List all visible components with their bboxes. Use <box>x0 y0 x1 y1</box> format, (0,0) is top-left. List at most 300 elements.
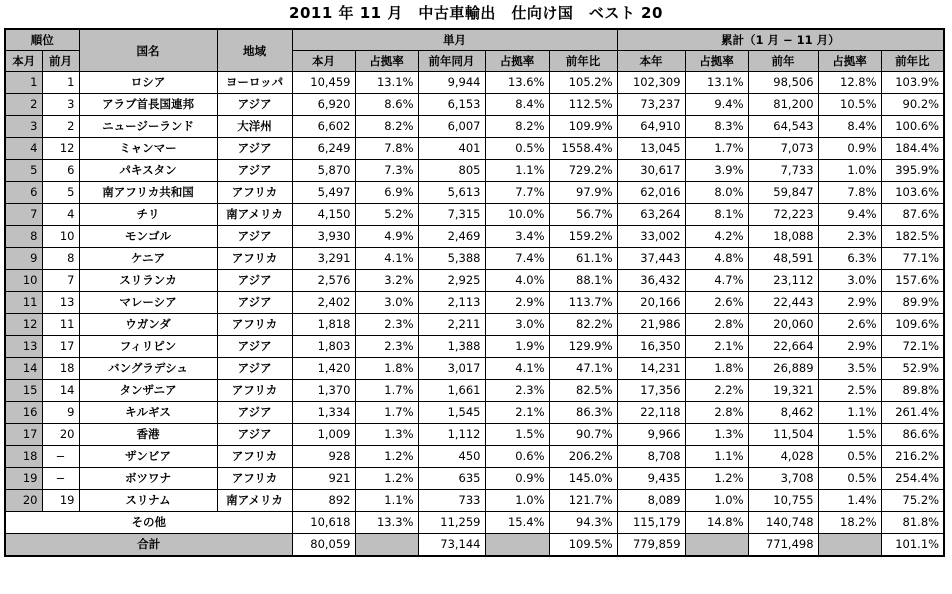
cell-month-share: 7.3% <box>355 160 418 182</box>
table-row <box>5 490 944 512</box>
cell-prev-year-share: 13.6% <box>485 72 549 94</box>
cell-prev-year-share: 7.7% <box>485 182 549 204</box>
total-label: 合計 <box>5 534 292 557</box>
cell-empty <box>485 534 549 557</box>
cell-rank: 10 <box>5 270 42 292</box>
cell-cum-prev-share: 0.5% <box>818 468 881 490</box>
cell-month: 1,803 <box>292 336 355 358</box>
cell-month-share: 7.8% <box>355 138 418 160</box>
cell-month: 2,576 <box>292 270 355 292</box>
cell-region: アジア <box>217 160 292 182</box>
cell-cum-yoy: 81.8% <box>881 512 944 534</box>
cell-month-share: 13.1% <box>355 72 418 94</box>
cell-prev-year-month: 2,113 <box>418 292 485 314</box>
cell-country: キルギス <box>79 402 217 424</box>
cell-cum-yoy: 261.4% <box>881 402 944 424</box>
cell-cum-yoy: 87.6% <box>881 204 944 226</box>
cell-cum-prev-year: 22,664 <box>748 336 818 358</box>
cell-yoy: 145.0% <box>549 468 617 490</box>
cell-prev-year-share: 0.5% <box>485 138 549 160</box>
cell-region: アジア <box>217 270 292 292</box>
cell-country: マレーシア <box>79 292 217 314</box>
cell-prev-year-share: 1.0% <box>485 490 549 512</box>
cell-month-share: 6.9% <box>355 182 418 204</box>
cell-month: 3,291 <box>292 248 355 270</box>
others-row <box>5 512 944 534</box>
cell-prev-year-share: 3.4% <box>485 226 549 248</box>
cell-prev-rank: 6 <box>42 160 79 182</box>
cell-region: アフリカ <box>217 446 292 468</box>
cell-cum-prev-share: 2.3% <box>818 226 881 248</box>
table-row <box>5 138 944 160</box>
cell-yoy: 82.2% <box>549 314 617 336</box>
cell-yoy: 729.2% <box>549 160 617 182</box>
cell-cum-yoy: 103.6% <box>881 182 944 204</box>
cell-cum-year: 63,264 <box>617 204 685 226</box>
cell-cum-prev-share: 3.0% <box>818 270 881 292</box>
cell-rank: 8 <box>5 226 42 248</box>
cell-month: 1,334 <box>292 402 355 424</box>
cell-cum-year: 115,179 <box>617 512 685 534</box>
cell-month: 2,402 <box>292 292 355 314</box>
cell-cum-share: 4.8% <box>685 248 748 270</box>
cell-country: ロシア <box>79 72 217 94</box>
cell-prev-year-month: 1,661 <box>418 380 485 402</box>
cell-cum-prev-year: 48,591 <box>748 248 818 270</box>
cell-region: 大洋州 <box>217 116 292 138</box>
cell-cum-prev-share: 18.2% <box>818 512 881 534</box>
cell-prev-year-month: 805 <box>418 160 485 182</box>
cell-cum-prev-year: 11,504 <box>748 424 818 446</box>
header-region: 地域 <box>217 29 292 72</box>
cell-yoy: 105.2% <box>549 72 617 94</box>
cell-prev-year-month: 2,469 <box>418 226 485 248</box>
cell-country: ニュージーランド <box>79 116 217 138</box>
header-cumulative: 累計（1 月 − 11 月） <box>617 29 944 51</box>
cell-yoy: 97.9% <box>549 182 617 204</box>
cell-month: 928 <box>292 446 355 468</box>
table-row <box>5 424 944 446</box>
cell-cum-year: 62,016 <box>617 182 685 204</box>
cell-cum-year: 22,118 <box>617 402 685 424</box>
cell-prev-rank: 19 <box>42 490 79 512</box>
cell-cum-share: 2.1% <box>685 336 748 358</box>
cell-prev-rank: − <box>42 446 79 468</box>
header-sub-col: 占拠率 <box>818 51 881 72</box>
cell-cum-yoy: 75.2% <box>881 490 944 512</box>
cell-country: ケニア <box>79 248 217 270</box>
cell-cum-yoy: 182.5% <box>881 226 944 248</box>
cell-cum-prev-share: 8.4% <box>818 116 881 138</box>
header-sub-col: 占拠率 <box>355 51 418 72</box>
header-sub-col: 前年 <box>748 51 818 72</box>
cell-rank: 9 <box>5 248 42 270</box>
cell-month-share: 4.9% <box>355 226 418 248</box>
cell-cum-year: 16,350 <box>617 336 685 358</box>
cell-rank: 17 <box>5 424 42 446</box>
cell-cum-yoy: 395.9% <box>881 160 944 182</box>
table-row <box>5 270 944 292</box>
cell-country: バングラデシュ <box>79 358 217 380</box>
cell-prev-rank: 4 <box>42 204 79 226</box>
cell-prev-year-share: 0.9% <box>485 468 549 490</box>
cell-cum-prev-share: 1.1% <box>818 402 881 424</box>
cell-cum-prev-year: 23,112 <box>748 270 818 292</box>
header-this-month-rank: 本月 <box>5 51 42 72</box>
cell-prev-year-share: 7.4% <box>485 248 549 270</box>
cell-prev-year-month: 2,211 <box>418 314 485 336</box>
table-row <box>5 380 944 402</box>
cell-month-share: 8.2% <box>355 116 418 138</box>
table-row <box>5 226 944 248</box>
cell-prev-year-share: 0.6% <box>485 446 549 468</box>
cell-cum-prev-share: 2.9% <box>818 292 881 314</box>
cell-cum-share: 1.0% <box>685 490 748 512</box>
header-sub-col: 本年 <box>617 51 685 72</box>
cell-cum-year: 30,617 <box>617 160 685 182</box>
cell-cum-year: 17,356 <box>617 380 685 402</box>
cell-prev-year-month: 635 <box>418 468 485 490</box>
header-sub-col: 前年同月 <box>418 51 485 72</box>
header-sub-col: 前年比 <box>549 51 617 72</box>
cell-cum-year: 9,966 <box>617 424 685 446</box>
cell-month: 892 <box>292 490 355 512</box>
cell-rank: 5 <box>5 160 42 182</box>
cell-month-share: 1.3% <box>355 424 418 446</box>
cell-month-share: 1.8% <box>355 358 418 380</box>
cell-cum-prev-share: 9.4% <box>818 204 881 226</box>
cell-cum-year: 20,166 <box>617 292 685 314</box>
cell-cum-yoy: 89.9% <box>881 292 944 314</box>
cell-prev-year-month: 450 <box>418 446 485 468</box>
cell-region: アジア <box>217 424 292 446</box>
cell-cum-year: 21,986 <box>617 314 685 336</box>
cell-rank: 3 <box>5 116 42 138</box>
cell-month-share: 5.2% <box>355 204 418 226</box>
cell-prev-year-month: 401 <box>418 138 485 160</box>
cell-prev-rank: 11 <box>42 314 79 336</box>
cell-cum-prev-year: 20,060 <box>748 314 818 336</box>
cell-month: 1,420 <box>292 358 355 380</box>
cell-prev-year-month: 5,388 <box>418 248 485 270</box>
cell-country: アラブ首長国連邦 <box>79 94 217 116</box>
cell-yoy: 56.7% <box>549 204 617 226</box>
cell-prev-year-share: 2.1% <box>485 402 549 424</box>
cell-month: 10,459 <box>292 72 355 94</box>
cell-prev-rank: 8 <box>42 248 79 270</box>
cell-rank: 7 <box>5 204 42 226</box>
cell-cum-year: 8,708 <box>617 446 685 468</box>
cell-cum-prev-share: 6.3% <box>818 248 881 270</box>
cell-cum-prev-year: 72,223 <box>748 204 818 226</box>
cell-cum-year: 36,432 <box>617 270 685 292</box>
cell-region: ヨーロッパ <box>217 72 292 94</box>
cell-yoy: 112.5% <box>549 94 617 116</box>
cell-prev-year-share: 1.9% <box>485 336 549 358</box>
cell-cum-year: 102,309 <box>617 72 685 94</box>
cell-rank: 2 <box>5 94 42 116</box>
cell-prev-year-share: 4.1% <box>485 358 549 380</box>
cell-cum-share: 1.1% <box>685 446 748 468</box>
table-row <box>5 182 944 204</box>
cell-cum-share: 1.3% <box>685 424 748 446</box>
page-title: 2011 年 11 月 中古車輸出 仕向け国 ベスト 20 <box>289 4 663 22</box>
table-row <box>5 248 944 270</box>
cell-yoy: 121.7% <box>549 490 617 512</box>
table-row <box>5 402 944 424</box>
cell-yoy: 61.1% <box>549 248 617 270</box>
cell-prev-year-month: 5,613 <box>418 182 485 204</box>
cell-cum-share: 9.4% <box>685 94 748 116</box>
cell-prev-rank: 5 <box>42 182 79 204</box>
cell-prev-rank: 9 <box>42 402 79 424</box>
cell-country: 香港 <box>79 424 217 446</box>
cell-rank: 20 <box>5 490 42 512</box>
table-row <box>5 446 944 468</box>
cell-prev-year-share: 2.3% <box>485 380 549 402</box>
cell-cum-share: 3.9% <box>685 160 748 182</box>
cell-prev-year-month: 11,259 <box>418 512 485 534</box>
cell-yoy: 88.1% <box>549 270 617 292</box>
cell-country: 南アフリカ共和国 <box>79 182 217 204</box>
cell-cum-yoy: 90.2% <box>881 94 944 116</box>
cell-region: アフリカ <box>217 380 292 402</box>
cell-cum-yoy: 86.6% <box>881 424 944 446</box>
cell-month-share: 2.3% <box>355 314 418 336</box>
cell-cum-yoy: 216.2% <box>881 446 944 468</box>
cell-month-share: 3.0% <box>355 292 418 314</box>
cell-month: 1,370 <box>292 380 355 402</box>
cell-month-share: 1.1% <box>355 490 418 512</box>
table-row <box>5 336 944 358</box>
cell-cum-share: 2.2% <box>685 380 748 402</box>
cell-prev-year-month: 3,017 <box>418 358 485 380</box>
cell-cum-share: 2.8% <box>685 402 748 424</box>
cell-rank: 12 <box>5 314 42 336</box>
cell-month-share: 2.3% <box>355 336 418 358</box>
export-ranking-table <box>4 28 945 557</box>
header-sub-col: 占拠率 <box>485 51 549 72</box>
cell-region: アジア <box>217 292 292 314</box>
cell-region: 南アメリカ <box>217 490 292 512</box>
cell-cum-year: 73,237 <box>617 94 685 116</box>
cell-cum-prev-year: 98,506 <box>748 72 818 94</box>
cell-region: アフリカ <box>217 248 292 270</box>
cell-region: アフリカ <box>217 182 292 204</box>
cell-rank: 6 <box>5 182 42 204</box>
table-row <box>5 468 944 490</box>
cell-cum-prev-share: 0.5% <box>818 446 881 468</box>
cell-region: アジア <box>217 94 292 116</box>
cell-cum-share: 2.8% <box>685 314 748 336</box>
cell-prev-year-share: 4.0% <box>485 270 549 292</box>
cell-cum-yoy: 109.6% <box>881 314 944 336</box>
cell-empty <box>685 534 748 557</box>
cell-month: 6,920 <box>292 94 355 116</box>
cell-month: 10,618 <box>292 512 355 534</box>
cell-cum-year: 779,859 <box>617 534 685 557</box>
cell-rank: 15 <box>5 380 42 402</box>
header-rank: 順位 <box>5 29 79 51</box>
cell-region: アジア <box>217 336 292 358</box>
cell-cum-prev-year: 3,708 <box>748 468 818 490</box>
cell-prev-year-month: 1,388 <box>418 336 485 358</box>
cell-cum-prev-share: 3.5% <box>818 358 881 380</box>
cell-cum-yoy: 77.1% <box>881 248 944 270</box>
cell-cum-share: 8.1% <box>685 204 748 226</box>
cell-country: フィリピン <box>79 336 217 358</box>
cell-month-share: 1.2% <box>355 468 418 490</box>
cell-rank: 13 <box>5 336 42 358</box>
header-sub-col: 前年比 <box>881 51 944 72</box>
cell-country: ザンビア <box>79 446 217 468</box>
others-label: その他 <box>5 512 292 534</box>
cell-prev-year-share: 2.9% <box>485 292 549 314</box>
cell-prev-year-month: 1,545 <box>418 402 485 424</box>
cell-cum-year: 37,443 <box>617 248 685 270</box>
table-row <box>5 160 944 182</box>
cell-rank: 4 <box>5 138 42 160</box>
cell-month: 3,930 <box>292 226 355 248</box>
cell-region: アジア <box>217 138 292 160</box>
cell-prev-year-month: 7,315 <box>418 204 485 226</box>
cell-prev-rank: 13 <box>42 292 79 314</box>
cell-cum-yoy: 101.1% <box>881 534 944 557</box>
cell-cum-yoy: 254.4% <box>881 468 944 490</box>
cell-month-share: 8.6% <box>355 94 418 116</box>
table-row <box>5 358 944 380</box>
cell-cum-prev-share: 2.5% <box>818 380 881 402</box>
cell-cum-year: 33,002 <box>617 226 685 248</box>
cell-month: 4,150 <box>292 204 355 226</box>
table-row <box>5 314 944 336</box>
cell-month-share: 1.7% <box>355 402 418 424</box>
cell-cum-prev-year: 7,733 <box>748 160 818 182</box>
cell-cum-prev-year: 771,498 <box>748 534 818 557</box>
cell-cum-prev-year: 26,889 <box>748 358 818 380</box>
cell-empty <box>818 534 881 557</box>
cell-month: 6,602 <box>292 116 355 138</box>
table-row <box>5 72 944 94</box>
cell-country: パキスタン <box>79 160 217 182</box>
cell-country: ウガンダ <box>79 314 217 336</box>
table-body <box>5 72 944 512</box>
cell-prev-year-month: 6,007 <box>418 116 485 138</box>
cell-yoy: 1558.4% <box>549 138 617 160</box>
cell-prev-rank: 12 <box>42 138 79 160</box>
table-row <box>5 94 944 116</box>
cell-prev-rank: 2 <box>42 116 79 138</box>
cell-cum-prev-share: 10.5% <box>818 94 881 116</box>
cell-cum-prev-year: 10,755 <box>748 490 818 512</box>
cell-prev-year-share: 15.4% <box>485 512 549 534</box>
cell-cum-share: 8.3% <box>685 116 748 138</box>
cell-cum-share: 1.8% <box>685 358 748 380</box>
cell-cum-prev-share: 0.9% <box>818 138 881 160</box>
cell-rank: 1 <box>5 72 42 94</box>
cell-prev-year-share: 8.2% <box>485 116 549 138</box>
cell-prev-year-share: 3.0% <box>485 314 549 336</box>
cell-cum-prev-share: 12.8% <box>818 72 881 94</box>
cell-yoy: 94.3% <box>549 512 617 534</box>
cell-cum-yoy: 184.4% <box>881 138 944 160</box>
cell-prev-rank: − <box>42 468 79 490</box>
cell-cum-prev-share: 7.8% <box>818 182 881 204</box>
cell-cum-share: 8.0% <box>685 182 748 204</box>
cell-country: ミャンマー <box>79 138 217 160</box>
cell-month: 6,249 <box>292 138 355 160</box>
table-row <box>5 116 944 138</box>
cell-prev-year-share: 1.1% <box>485 160 549 182</box>
cell-yoy: 159.2% <box>549 226 617 248</box>
cell-prev-rank: 10 <box>42 226 79 248</box>
cell-prev-rank: 18 <box>42 358 79 380</box>
cell-prev-rank: 1 <box>42 72 79 94</box>
header-country: 国名 <box>79 29 217 72</box>
cell-cum-prev-year: 7,073 <box>748 138 818 160</box>
cell-rank: 14 <box>5 358 42 380</box>
cell-region: アジア <box>217 402 292 424</box>
cell-country: モンゴル <box>79 226 217 248</box>
cell-cum-year: 14,231 <box>617 358 685 380</box>
cell-month-share: 13.3% <box>355 512 418 534</box>
cell-cum-prev-share: 1.0% <box>818 160 881 182</box>
cell-prev-rank: 3 <box>42 94 79 116</box>
cell-yoy: 109.5% <box>549 534 617 557</box>
cell-cum-yoy: 100.6% <box>881 116 944 138</box>
cell-cum-year: 8,089 <box>617 490 685 512</box>
cell-yoy: 82.5% <box>549 380 617 402</box>
cell-rank: 16 <box>5 402 42 424</box>
cell-cum-year: 13,045 <box>617 138 685 160</box>
cell-cum-yoy: 157.6% <box>881 270 944 292</box>
cell-prev-year-share: 10.0% <box>485 204 549 226</box>
cell-cum-prev-share: 2.9% <box>818 336 881 358</box>
header-last-month-rank: 前月 <box>42 51 79 72</box>
header-sub-col: 占拠率 <box>685 51 748 72</box>
cell-cum-prev-share: 1.4% <box>818 490 881 512</box>
cell-prev-rank: 7 <box>42 270 79 292</box>
cell-cum-year: 9,435 <box>617 468 685 490</box>
cell-prev-rank: 17 <box>42 336 79 358</box>
cell-cum-year: 64,910 <box>617 116 685 138</box>
cell-country: タンザニア <box>79 380 217 402</box>
header-sub-col: 本月 <box>292 51 355 72</box>
cell-prev-rank: 20 <box>42 424 79 446</box>
cell-country: スリランカ <box>79 270 217 292</box>
cell-rank: 19 <box>5 468 42 490</box>
header-single-month: 単月 <box>292 29 617 51</box>
cell-region: アフリカ <box>217 468 292 490</box>
cell-cum-prev-year: 81,200 <box>748 94 818 116</box>
cell-cum-prev-year: 8,462 <box>748 402 818 424</box>
cell-rank: 11 <box>5 292 42 314</box>
cell-region: 南アメリカ <box>217 204 292 226</box>
cell-cum-share: 14.8% <box>685 512 748 534</box>
cell-cum-share: 13.1% <box>685 72 748 94</box>
cell-yoy: 86.3% <box>549 402 617 424</box>
cell-region: アジア <box>217 226 292 248</box>
cell-cum-prev-year: 22,443 <box>748 292 818 314</box>
cell-prev-year-month: 9,944 <box>418 72 485 94</box>
cell-cum-prev-year: 19,321 <box>748 380 818 402</box>
cell-prev-year-month: 733 <box>418 490 485 512</box>
cell-cum-yoy: 89.8% <box>881 380 944 402</box>
cell-prev-year-month: 1,112 <box>418 424 485 446</box>
cell-month-share: 1.7% <box>355 380 418 402</box>
cell-yoy: 47.1% <box>549 358 617 380</box>
cell-cum-prev-share: 2.6% <box>818 314 881 336</box>
